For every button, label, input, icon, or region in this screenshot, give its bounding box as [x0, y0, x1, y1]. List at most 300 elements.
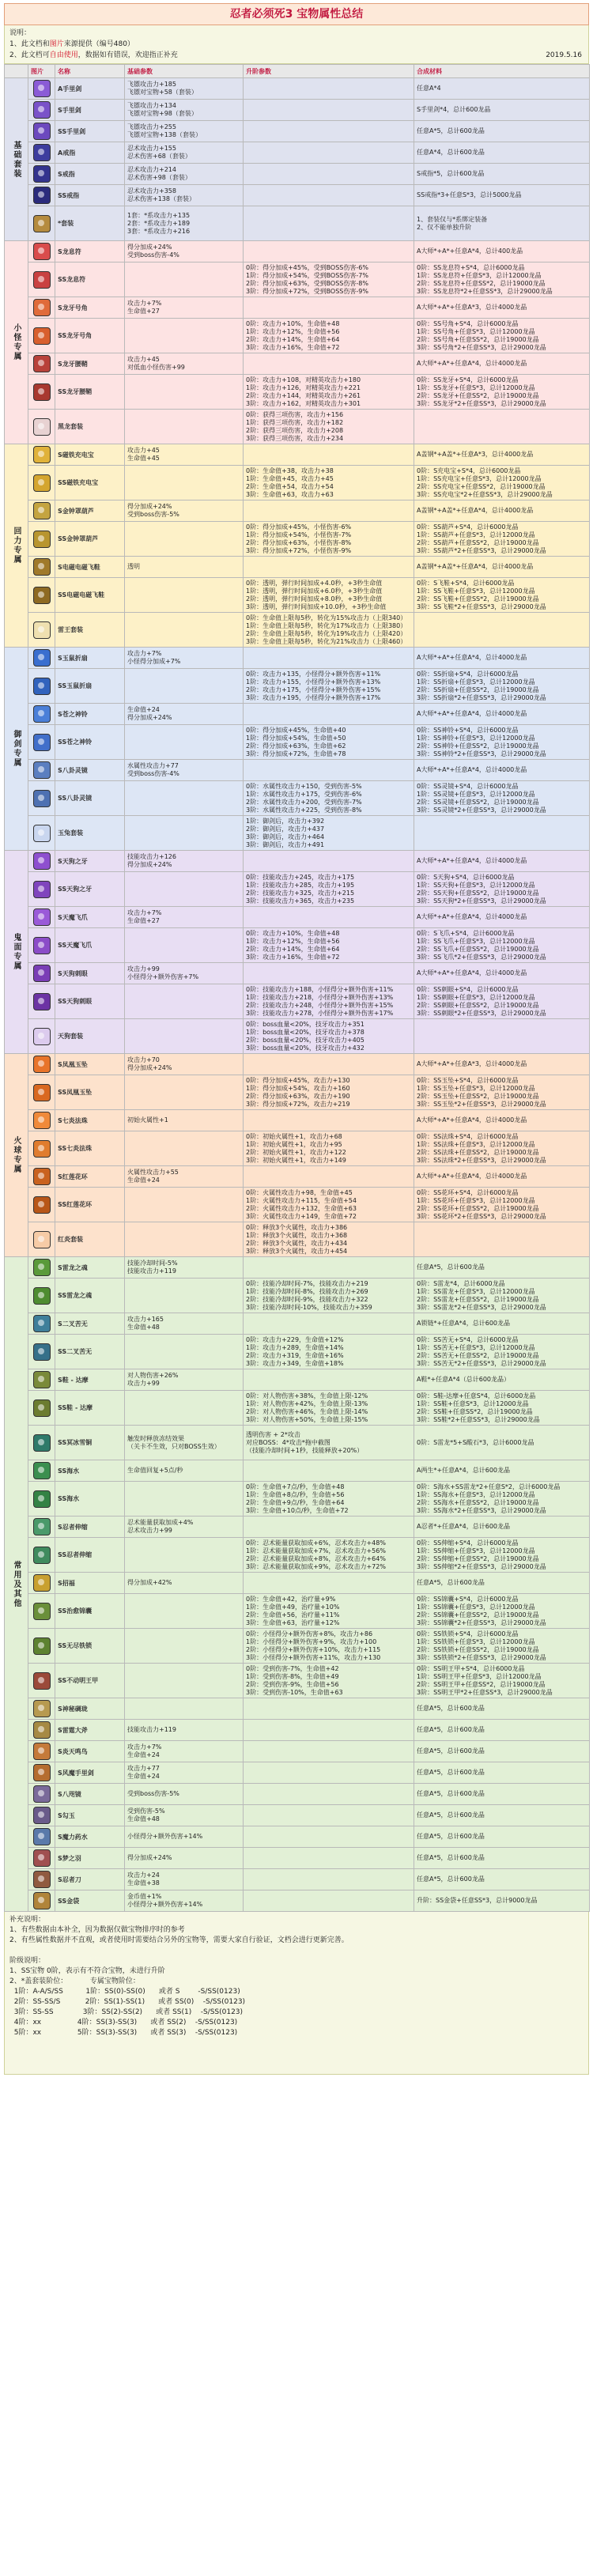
treasure-name: SS鞋 - 达摩: [55, 1391, 125, 1426]
materials: A大师*+A*+任意A*3，总计4000龙晶: [414, 297, 590, 319]
treasure-name: SS治愈锦囊: [55, 1594, 125, 1629]
base-params: 攻击力+7% 小怪得分加成+7%: [125, 648, 244, 669]
treasure-image-cell: [28, 1698, 55, 1720]
treasure-image-cell: [28, 781, 55, 816]
upgrade-params: [244, 500, 414, 522]
base-params: 攻击力+45 对低血小怪伤害+99: [125, 353, 244, 375]
treasure-image-cell: [28, 725, 55, 760]
table-body: [5, 78, 590, 1912]
treasure-image-cell: [28, 816, 55, 851]
table-row: [5, 1222, 590, 1257]
treasure-name: S苍之神铃: [55, 704, 125, 725]
upgrade-params: [244, 851, 414, 872]
table-row: [5, 241, 590, 263]
header-category: [5, 65, 28, 78]
materials: 0阶：SS玉坠+S*4，总计6000龙晶 1阶：SS玉坠+任意S*3，总计12000龙晶 2阶：SS玉坠+任意SS*2，总计19000龙晶 3阶：SS玉坠*2+任意SS*3，总计29000龙晶: [414, 1075, 590, 1110]
upgrade-params: 0阶：得分加成+45%，生命值+40 1阶：得分加成+54%，生命值+50 2阶：得分加成+63%，生命值+62 3阶：得分加成+72%，生命值+78: [244, 725, 414, 760]
treasure-image-cell: [28, 121, 55, 142]
treasure-name: SS七炎法珠: [55, 1131, 125, 1166]
materials: 0阶：SS号角+S*4，总计6000龙晶 1阶：SS号角+任意S*3，总计12000龙晶 2阶：SS号角+任意SS*2，总计19000龙晶 3阶：SS号角*2+任意SS*3，总计29000龙晶: [414, 319, 590, 353]
page-title: 忍者必须死3 宝物属性总结: [4, 3, 589, 25]
treasure-icon: [33, 1084, 51, 1101]
treasure-icon: [33, 825, 51, 842]
materials: A锁链*+任意A*4，总计600龙晶: [414, 1313, 590, 1335]
table-row: [5, 522, 590, 557]
notes-line-2-prefix: 2、此文档可: [9, 51, 50, 59]
treasure-icon: [33, 1371, 51, 1388]
upgrade-params: [244, 1805, 414, 1826]
upgrade-params: 0阶：获得三项伤害，攻击力+156 1阶：获得三项伤害，攻击力+182 2阶：获得三项伤害，攻击力+208 3阶：获得三项伤害，攻击力+234: [244, 410, 414, 444]
base-params: 得分加成+42%: [125, 1573, 244, 1594]
treasure-name: SS冥冰雪铜: [55, 1426, 125, 1460]
treasure-icon: [33, 1112, 51, 1129]
materials: [414, 613, 590, 648]
treasure-icon: [33, 1637, 51, 1655]
base-params: [125, 1075, 244, 1110]
table-row: [5, 613, 590, 648]
table-row: [5, 1313, 590, 1335]
treasure-icon: [33, 1849, 51, 1867]
base-params: [125, 1698, 244, 1720]
base-params: [125, 263, 244, 297]
treasure-name: S炎天鸣鸟: [55, 1741, 125, 1762]
treasure-name: SS天狗刺眼: [55, 984, 125, 1019]
materials: 0阶：SS折扇+S*4，总计6000龙晶 1阶：SS折扇+任意S*3，总计12000龙晶 2阶：SS折扇+任意SS*2，总计19000龙晶 3阶：SS折扇*2+任意SS*3，总计29000龙晶: [414, 669, 590, 704]
treasure-icon: [33, 1140, 51, 1158]
treasure-icon: [33, 1764, 51, 1781]
treasure-icon: [33, 101, 51, 119]
treasure-icon: [33, 881, 51, 898]
treasure-icon: [33, 1721, 51, 1739]
upgrade-params: 0阶：小怪得分+额外伤害+8%，攻击力+86 1阶：小怪得分+额外伤害+9%，攻击力+100 2阶：小怪得分+额外伤害+10%，攻击力+115 3阶：小怪得分+额外伤害+11%，攻击力+130: [244, 1629, 414, 1664]
treasure-image-cell: [28, 1573, 55, 1594]
treasure-image-cell: [28, 1517, 55, 1538]
treasure-image-cell: [28, 1019, 55, 1054]
treasure-name: S忍者伸缩: [55, 1517, 125, 1538]
table-row: [5, 984, 590, 1019]
base-params: 飞镖攻击力+185 飞镖对宝物+58（套装）: [125, 78, 244, 100]
upgrade-params: [244, 907, 414, 928]
materials: A大师*+A*+任意A*4，总计4000龙晶: [414, 648, 590, 669]
materials: 0阶：S海水+SS雷龙*2+任意S*2，总计6000龙晶 1阶：SS海水+任意S*3，总计12000龙晶 2阶：SS海水+任意SS*2，总计19000龙晶 3阶：SS海水*2+任意SS*3，总计29000龙晶: [414, 1482, 590, 1517]
upgrade-params: [244, 142, 414, 164]
treasure-icon: [33, 1743, 51, 1760]
treasure-image-cell: [28, 142, 55, 164]
materials: 0阶：SS花环+S*4，总计6000龙晶 1阶：SS花环+任意S*3，总计12000龙晶 2阶：SS花环+任意SS*2，总计19000龙晶 3阶：SS花环*2+任意SS*3，总计29000龙晶: [414, 1188, 590, 1222]
base-params: 得分加成+24% 受到boss伤害-4%: [125, 241, 244, 263]
notes-date: 2019.5.16: [546, 51, 582, 59]
treasure-image-cell: [28, 1279, 55, 1313]
treasure-image-cell: [28, 704, 55, 725]
treasure-name: S鞋 - 达摩: [55, 1369, 125, 1391]
base-params: [125, 1019, 244, 1054]
table-row: [5, 648, 590, 669]
materials: A大师*+A*+任意A*4，总计4000龙晶: [414, 353, 590, 375]
treasure-name: S八咫镜: [55, 1784, 125, 1805]
base-params: 忍术能量获取加成+4% 忍术攻击力+99: [125, 1517, 244, 1538]
base-params: [125, 781, 244, 816]
upgrade-params: [244, 1698, 414, 1720]
treasure-name: S凤凰玉坠: [55, 1054, 125, 1075]
base-params: [125, 1222, 244, 1257]
treasure-image-cell: [28, 1482, 55, 1517]
treasure-icon: [33, 418, 51, 436]
materials: 任意A*5，总计600龙晶: [414, 1869, 590, 1890]
treasure-image-cell: [28, 466, 55, 500]
notes-line-1-suffix: 来源提供（编号480）: [63, 40, 134, 48]
table-row: [5, 1075, 590, 1110]
treasure-name: S磁铁充电宝: [55, 444, 125, 466]
materials: 0阶：SS铁锁+S*4，总计6000龙晶 1阶：SS铁锁+任意S*3，总计12000龙晶 2阶：SS铁锁+任意SS*2，总计19000龙晶 3阶：SS铁锁*2+任意SS*3，总计29000龙晶: [414, 1629, 590, 1664]
upgrade-params: [244, 164, 414, 185]
upgrade-params: 0阶：技能攻击力+245，攻击力+175 1阶：技能攻击力+285，攻击力+195 2阶：技能攻击力+325，攻击力+215 3阶：技能攻击力+365，攻击力+235: [244, 872, 414, 907]
treasure-image-cell: [28, 375, 55, 410]
table-row: [5, 781, 590, 816]
materials: 任意A*4: [414, 78, 590, 100]
materials: 0阶：S充电宝+S*4，总计6000龙晶 1阶：SS充电宝+任意S*3，总计12000龙晶 2阶：SS充电宝+任意SS*2，总计19000龙晶 3阶：SS充电宝*2+任意SS*3，总计29000龙晶: [414, 466, 590, 500]
treasure-image-cell: [28, 1826, 55, 1848]
upgrade-params: [244, 1110, 414, 1131]
treasure-name: S戒指: [55, 164, 125, 185]
table-row: [5, 1741, 590, 1762]
materials: 0阶：SS明王甲+S*4，总计6000龙晶 1阶：SS明王甲+任意S*3，总计12000龙晶 2阶：SS明王甲+任意SS*2，总计19000龙晶 3阶：SS明王甲*2+任意SS*3，总计29000龙晶: [414, 1664, 590, 1698]
base-params: 技能攻击力+119: [125, 1720, 244, 1741]
materials: 0阶：SS苦无+S*4，总计6000龙晶 1阶：SS苦无+任意S*3，总计12000龙晶 2阶：SS苦无+任意SS*2，总计19000龙晶 3阶：SS苦无*2+任意SS*3，总计29000龙晶: [414, 1335, 590, 1369]
treasure-image-cell: [28, 410, 55, 444]
treasure-image-cell: [28, 164, 55, 185]
base-params: 攻击力+99 小怪得分+额外伤害+7%: [125, 963, 244, 984]
table-row: [5, 1698, 590, 1720]
upgrade-params: [244, 1054, 414, 1075]
treasure-name: SS海水: [55, 1460, 125, 1482]
upgrade-params: 0阶：生命值+42，治疗量+9% 1阶：生命值+49，治疗量+10% 2阶：生命值+56，治疗量+11% 3阶：生命值+63，治疗量+12%: [244, 1594, 414, 1629]
table-row: [5, 185, 590, 206]
treasure-image-cell: [28, 1054, 55, 1075]
notes-line-2-suffix: ，数据如有错误，欢迎指正补充: [77, 51, 178, 59]
treasure-name: SS雷龙之魂: [55, 1279, 125, 1313]
treasure-name: S龙牙号角: [55, 297, 125, 319]
treasure-image-cell: [28, 963, 55, 984]
materials: 0阶：SS锦囊+S*4，总计6000龙晶 1阶：SS锦囊+任意S*3，总计12000龙晶 2阶：SS锦囊+任意SS*2，总计19000龙晶 3阶：SS锦囊*2+任意SS*3，总计29000龙晶: [414, 1594, 590, 1629]
table-row: [5, 907, 590, 928]
materials: SS戒指*3+任意S*3，总计5000龙晶: [414, 185, 590, 206]
treasure-image-cell: [28, 263, 55, 297]
materials: A大师*+A*+任意A*4，总计4000龙晶: [414, 1110, 590, 1131]
category-cell: 回力专属: [5, 444, 28, 648]
table-row: [5, 1826, 590, 1848]
treasure-image-cell: [28, 1131, 55, 1166]
materials: [414, 410, 590, 444]
treasure-icon: [33, 383, 51, 401]
treasure-image-cell: [28, 1720, 55, 1741]
materials: A大师*+A*+任意A*4，总计4000龙晶: [414, 1166, 590, 1188]
materials: 任意A*5，总计600龙晶: [414, 1762, 590, 1784]
table-row: [5, 100, 590, 121]
treasure-name: S风魔手里剑: [55, 1762, 125, 1784]
treasure-icon: [33, 852, 51, 870]
treasure-icon: [33, 1287, 51, 1305]
table-row: [5, 1538, 590, 1573]
table-row: [5, 410, 590, 444]
materials: 0阶：SS葫芦+S*4，总计6000龙晶 1阶：SS葫芦+任意S*3，总计12000龙晶 2阶：SS葫芦+任意SS*2，总计19000龙晶 3阶：SS葫芦*2+任意SS*3，总计29000龙晶: [414, 522, 590, 557]
treasure-icon: [33, 355, 51, 372]
treasure-image-cell: [28, 1369, 55, 1391]
treasure-image-cell: [28, 1335, 55, 1369]
materials: 0阶：S飞鞋+S*4，总计6000龙晶 1阶：SS飞鞋+任意S*3，总计12000龙晶 2阶：SS飞鞋+任意SS*2，总计19000龙晶 3阶：SS飞鞋*2+任意SS*3，总计29000龙晶: [414, 578, 590, 613]
notes-line-1: [9, 39, 584, 50]
base-params: 火属性攻击力+55 生命值+24: [125, 1166, 244, 1188]
treasure-image-cell: [28, 1762, 55, 1784]
treasure-name: 黑龙套装: [55, 410, 125, 444]
treasure-image-cell: [28, 1664, 55, 1698]
treasure-icon: [33, 165, 51, 183]
treasure-icon: [33, 1871, 51, 1888]
upgrade-params: [244, 185, 414, 206]
upgrade-params: 0阶：攻击力+108，对精英攻击力+180 1阶：攻击力+126，对精英攻击力+221 2阶：攻击力+144，对精英攻击力+261 3阶：攻击力+162，对精英攻击力+301: [244, 375, 414, 410]
upgrade-params: [244, 1784, 414, 1805]
base-params: 1套：*系攻击力+135 2套：*系攻击力+189 3套：*系攻击力+216: [125, 206, 244, 241]
materials: 0阶：S鞋-达摩+任意S*4，总计6000龙晶 1阶：SS鞋+任意S*3，总计12000龙晶 2阶：SS鞋+任意SS*2，总计19000龙晶 3阶：SS鞋*2+任意SS*3，总计29000龙晶: [414, 1391, 590, 1426]
table-row: [5, 1517, 590, 1538]
treasure-name: S玉鼠折扇: [55, 648, 125, 669]
treasure-name: A戒指: [55, 142, 125, 164]
table-row: [5, 1784, 590, 1805]
upgrade-params: 0阶：攻击力+135，小怪得分+额外伤害+11% 1阶：攻击力+155，小怪得分+额外伤害+13% 2阶：攻击力+175，小怪得分+额外伤害+15% 3阶：攻击力+195，小怪得分+额外伤害+17%: [244, 669, 414, 704]
treasure-image-cell: [28, 1741, 55, 1762]
table-row: [5, 816, 590, 851]
table-row: [5, 263, 590, 297]
upgrade-params: [244, 557, 414, 578]
treasure-icon: [33, 299, 51, 316]
base-params: 攻击力+7% 生命值+27: [125, 297, 244, 319]
treasure-name: SS金袋: [55, 1890, 125, 1912]
header-upgrade-params: 升阶参数: [244, 65, 414, 78]
materials: S戒指*5，总计600龙晶: [414, 164, 590, 185]
base-params: 小怪得分+额外伤害+14%: [125, 1826, 244, 1848]
table-row: [5, 1594, 590, 1629]
table-row: [5, 928, 590, 963]
treasure-icon: [33, 558, 51, 576]
treasure-name: S天狗之牙: [55, 851, 125, 872]
base-params: 得分加成+24% 受到boss伤害-5%: [125, 500, 244, 522]
upgrade-params: [244, 121, 414, 142]
treasure-name: SS忍者伸缩: [55, 1538, 125, 1573]
treasure-image-cell: [28, 1166, 55, 1188]
treasure-image-cell: [28, 1890, 55, 1912]
materials: 0阶：SS龙牙+S*4，总计6000龙晶 1阶：SS龙牙+任意S*3，总计12000龙晶 2阶：SS龙牙+任意SS*2，总计19000龙晶 3阶：SS龙牙*2+任意SS*3，总计29000龙晶: [414, 375, 590, 410]
table-row: [5, 557, 590, 578]
table-row: [5, 1890, 590, 1912]
table-row: [5, 1019, 590, 1054]
treasure-name: SS八卦灵镜: [55, 781, 125, 816]
treasure-icon: [33, 123, 51, 140]
upgrade-params: [244, 704, 414, 725]
treasure-image-cell: [28, 907, 55, 928]
treasure-image-cell: [28, 1110, 55, 1131]
notes-line-1-prefix: 1、此文档和: [9, 40, 50, 48]
base-params: 受到boss伤害-5%: [125, 1784, 244, 1805]
treasure-icon: [33, 144, 51, 161]
materials: A鞋*+任意A*4（总计600龙晶）: [414, 1369, 590, 1391]
treasure-name: SS二叉苦无: [55, 1335, 125, 1369]
treasure-icon: [33, 1700, 51, 1717]
materials: 任意A*5，总计600龙晶: [414, 1784, 590, 1805]
treasure-icon: [33, 474, 51, 492]
upgrade-params: 透明伤害 + 2*攻击 对应BOSS：4*攻击*拖中截图 （技能冷却时间+1秒，技能释放+20%）: [244, 1426, 414, 1460]
upgrade-params: [244, 648, 414, 669]
upgrade-params: [244, 1869, 414, 1890]
upgrade-params: 1阶：御剑后，攻击力+392 2阶：御剑后，攻击力+437 3阶：御剑后，攻击力+464 3阶：御剑后，攻击力+491: [244, 816, 414, 851]
table-row: [5, 1664, 590, 1698]
table-row: [5, 669, 590, 704]
treasure-icon: [33, 215, 51, 232]
treasure-image-cell: [28, 984, 55, 1019]
treasure-image-cell: [28, 1629, 55, 1664]
base-params: 初始火属性+1: [125, 1110, 244, 1131]
base-params: [125, 1391, 244, 1426]
table-row: [5, 872, 590, 907]
table-row: [5, 1131, 590, 1166]
treasure-image-cell: [28, 1313, 55, 1335]
upgrade-params: 0阶：释放3个火属性，攻击力+386 1阶：释放3个火属性，攻击力+368 2阶：释放3个火属性，攻击力+434 3阶：释放3个火属性，攻击力+454: [244, 1222, 414, 1257]
upgrade-params: [244, 1848, 414, 1869]
treasure-icon: [33, 531, 51, 548]
treasure-name: SS龙牙腰鞘: [55, 375, 125, 410]
category-cell: 御剑专属: [5, 648, 28, 851]
treasure-name: SS金钟罩葫芦: [55, 522, 125, 557]
treasure-name: S忍者刀: [55, 1869, 125, 1890]
treasure-name: A手里剑: [55, 78, 125, 100]
table-row: [5, 1460, 590, 1482]
materials: 0阶：SS法珠+S*4，总计6000龙晶 1阶：SS法珠+任意S*3，总计12000龙晶 2阶：SS法珠+任意SS*2，总计19000龙晶 3阶：SS法珠*2+任意SS*3，总计29000龙晶: [414, 1131, 590, 1166]
upgrade-params: [244, 297, 414, 319]
treasure-name: S梦之羽: [55, 1848, 125, 1869]
base-params: 飞镖攻击力+134 飞镖对宝物+98（套装）: [125, 100, 244, 121]
treasure-icon: [33, 80, 51, 97]
treasure-icon: [33, 1547, 51, 1564]
treasure-image-cell: [28, 100, 55, 121]
upgrade-params: 0阶：得分加成+45%，攻击力+130 1阶：得分加成+54%，攻击力+160 2阶：得分加成+63%，攻击力+190 3阶：得分加成+72%，攻击力+219: [244, 1075, 414, 1110]
materials: A大师*+A*+任意A*4，总计4000龙晶: [414, 851, 590, 872]
base-params: [125, 1538, 244, 1573]
treasure-icon: [33, 908, 51, 926]
base-params: [125, 1594, 244, 1629]
upgrade-params: [244, 963, 414, 984]
treasure-name: S红莲花环: [55, 1166, 125, 1188]
table-row: [5, 78, 590, 100]
treasure-icon: [33, 271, 51, 289]
treasure-name: SS戒指: [55, 185, 125, 206]
table-row: [5, 1188, 590, 1222]
treasure-icon: [33, 1603, 51, 1620]
treasure-icon: [33, 1259, 51, 1276]
treasure-name: SS不动明王甲: [55, 1664, 125, 1698]
treasure-icon: [33, 1785, 51, 1803]
treasure-name: SS龙牙号角: [55, 319, 125, 353]
treasure-image-cell: [28, 578, 55, 613]
table-row: [5, 1335, 590, 1369]
treasure-image-cell: [28, 1391, 55, 1426]
table-row: [5, 1391, 590, 1426]
treasure-icon: [33, 187, 51, 204]
materials: 0阶：SS灵镜+S*4，总计6000龙晶 1阶：SS灵镜+任意S*3，总计12000龙晶 2阶：SS灵镜+任意SS*2，总计19000龙晶 3阶：SS灵镜*2+任意SS*3，总计29000龙晶: [414, 781, 590, 816]
treasure-name: SS磁铁充电宝: [55, 466, 125, 500]
base-params: [125, 928, 244, 963]
materials: 0阶：SS刺眼+S*4，总计6000龙晶 1阶：SS刺眼+任意S*3，总计12000龙晶 2阶：SS刺眼+任意SS*2，总计19000龙晶 3阶：SS刺眼*2+任意SS*3，总计29000龙晶: [414, 984, 590, 1019]
base-params: 忍术攻击力+358 忍术伤害+138（套装）: [125, 185, 244, 206]
header-materials: 合成材料: [414, 65, 590, 78]
treasure-name: SS电磁电磁飞鞋: [55, 578, 125, 613]
treasure-name: SS天魔飞爪: [55, 928, 125, 963]
treasure-icon: [33, 1343, 51, 1361]
base-params: 忍术攻击力+214 忍术伤害+98（套装）: [125, 164, 244, 185]
treasure-name: S二叉苦无: [55, 1313, 125, 1335]
treasure-image-cell: [28, 319, 55, 353]
upgrade-params: 0阶：攻击力+10%，生命值+48 1阶：攻击力+12%，生命值+56 2阶：攻击力+14%，生命值+64 3阶：攻击力+16%，生命值+72: [244, 319, 414, 353]
base-params: [125, 984, 244, 1019]
notes-line-2-highlight: 自由使用: [49, 51, 78, 59]
materials: 0阶：SS神铃+S*4，总计6000龙晶 1阶：SS神铃+任意S*3，总计12000龙晶 2阶：SS神铃+任意SS*2，总计19000龙晶 3阶：SS神铃*2+任意SS*3，总计29000龙晶: [414, 725, 590, 760]
treasure-icon: [33, 587, 51, 604]
page: [4, 3, 589, 2075]
base-params: 飞镖攻击力+255 飞镖对宝物+138（套装）: [125, 121, 244, 142]
footer-notes: 补充说明： 1、有些数据由本补全，因为数据仅做宝物排序时的参考 2、有些属性数据并不直观，或者使用时需要结合另外的宝物等，需要大家自行验证，文档会进行更新完善。 阶级说明： 1、SS宝物 0阶，表示有不符合宝物，未进行升阶 2、*盖套装阶位： 专属宝物阶位： 1阶：A-A/S/SS 1阶：SS(0)-SS(0) 或者 S -S/SS(0123) 2阶：SS-SS/S 2阶：SS(1)-SS(1) 或者 SS(0) -S/SS(0123) 3阶：SS-SS 3阶：SS(2)-SS(2) 或者 SS(1) -S/SS(0123) 4阶：xx 4阶：SS(3)-SS(3) 或者 SS(2) -S/SS(0123) 5阶：xx 5阶：SS(3)-SS(3) 或者 SS(3) -S/SS(0123): [4, 1912, 589, 2075]
treasure-image-cell: [28, 557, 55, 578]
treasure-image-cell: [28, 648, 55, 669]
table-row: [5, 1629, 590, 1664]
notes-line-1-highlight: 图片: [49, 40, 64, 48]
treasure-icon: [33, 446, 51, 463]
treasure-icon: [33, 1196, 51, 1214]
treasure-image-cell: [28, 1805, 55, 1826]
treasure-image-cell: [28, 522, 55, 557]
base-params: [125, 375, 244, 410]
base-params: [125, 1279, 244, 1313]
treasure-icon: [33, 243, 51, 260]
base-params: [125, 319, 244, 353]
treasure-image-cell: [28, 1188, 55, 1222]
treasure-icon: [33, 649, 51, 667]
base-params: [125, 613, 244, 648]
upgrade-params: 0阶：透明，弹行时间加成+4.0秒，+3秒生命值 1阶：透明，弹行时间加成+6.0秒，+3秒生命值 2阶：透明，弹行时间加成+8.0秒，+3秒生命值 3阶：透明，弹行时间加成+10.0秒，+3秒生命值: [244, 578, 414, 613]
upgrade-params: [244, 241, 414, 263]
treasure-image-cell: [28, 1426, 55, 1460]
treasure-icon: [33, 1892, 51, 1909]
treasure-icon: [33, 993, 51, 1010]
base-params: 得分加成+24%: [125, 1848, 244, 1869]
treasure-image-cell: [28, 851, 55, 872]
materials: 任意A*5，总计600龙晶: [414, 1698, 590, 1720]
table-row: [5, 500, 590, 522]
treasure-icon: [33, 327, 51, 345]
upgrade-params: 0阶：得分加成+45%，小怪伤害-6% 1阶：得分加成+54%，小怪伤害-7% 2阶：得分加成+63%，小怪伤害-8% 3阶：得分加成+72%，小怪伤害-9%: [244, 522, 414, 557]
treasure-name: 玉兔套装: [55, 816, 125, 851]
materials: 任意A*4，总计600龙晶: [414, 142, 590, 164]
base-params: [125, 466, 244, 500]
table-row: [5, 1369, 590, 1391]
treasure-image-cell: [28, 500, 55, 522]
treasure-icon: [33, 1672, 51, 1690]
upgrade-params: [244, 1720, 414, 1741]
treasure-name: S勾玉: [55, 1805, 125, 1826]
treasure-image-cell: [28, 928, 55, 963]
materials: A盖钢*+A盖*+任意A*4，总计4000龙晶: [414, 557, 590, 578]
treasure-name: SS红莲花环: [55, 1188, 125, 1222]
materials: 任意A*5，总计600龙晶: [414, 1848, 590, 1869]
treasure-icon: [33, 678, 51, 695]
base-params: 受到伤害-5% 生命值+48: [125, 1805, 244, 1826]
materials: S手里剑*4，总计600龙晶: [414, 100, 590, 121]
